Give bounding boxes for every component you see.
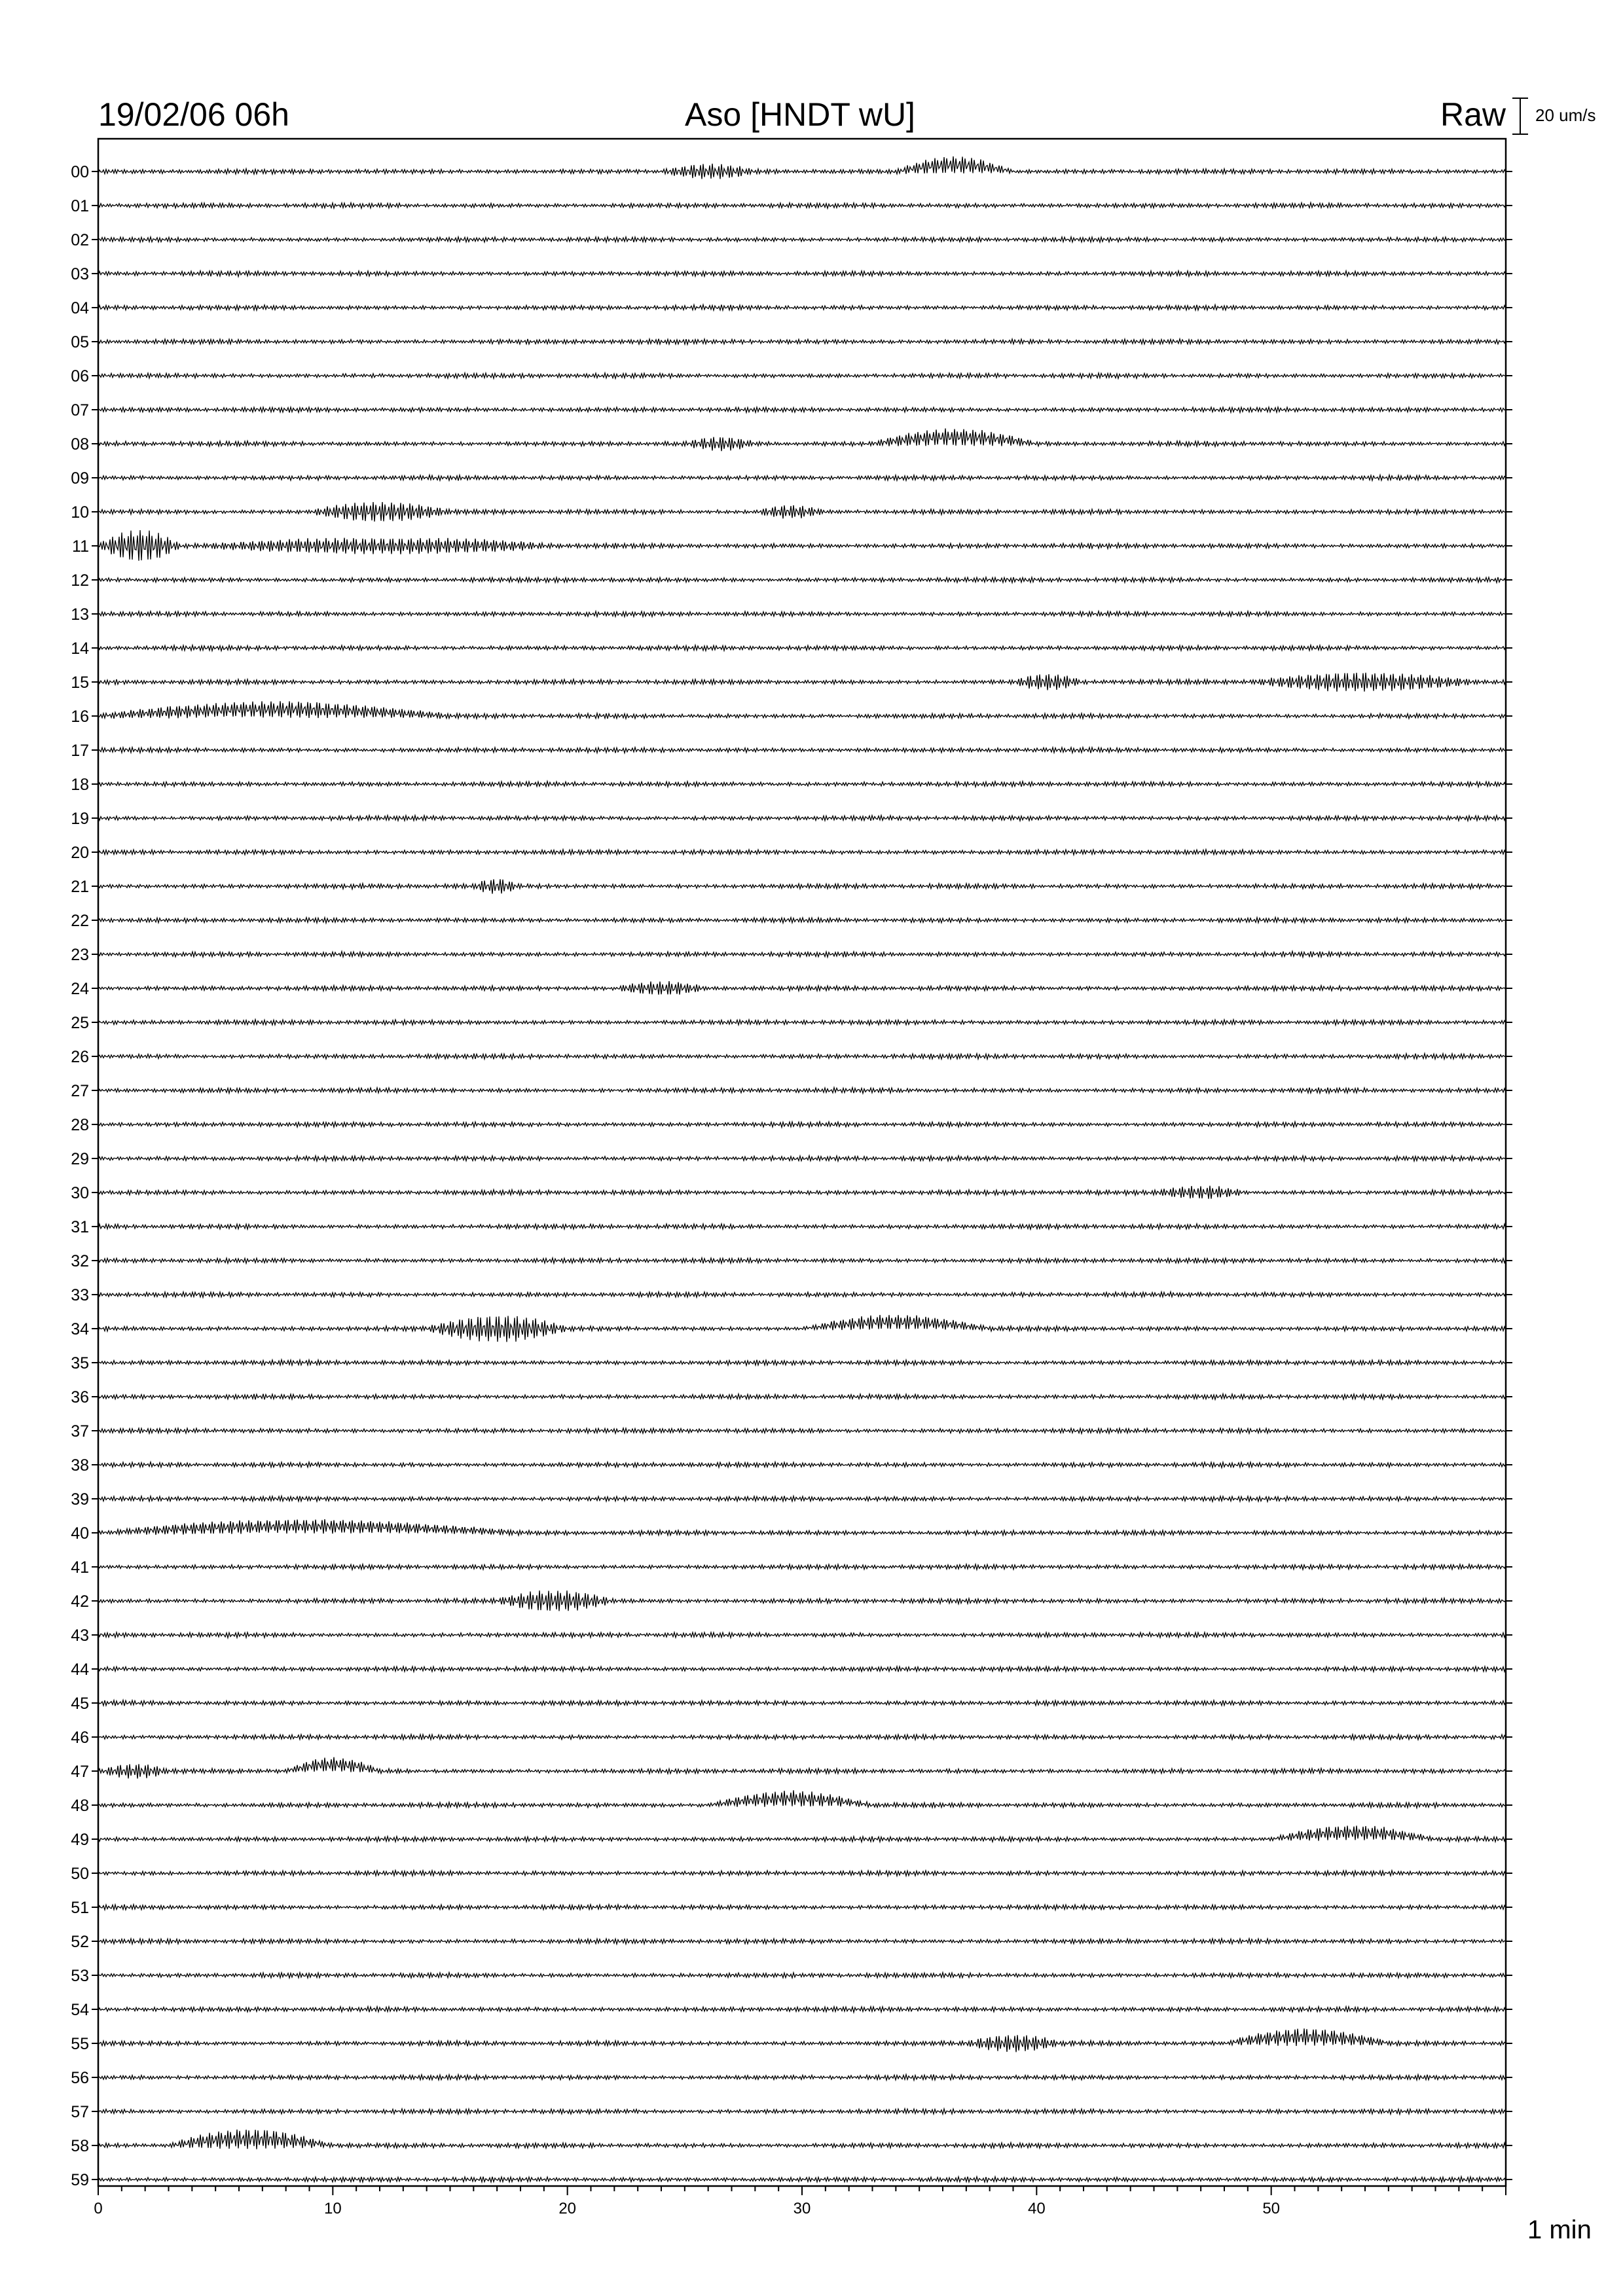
trace-line-41 <box>98 1564 1506 1570</box>
trace-line-52 <box>98 1939 1506 1945</box>
x-tick-label-20: 20 <box>558 2200 577 2217</box>
trace-line-22 <box>98 918 1506 924</box>
trace-label-12: 12 <box>71 571 89 590</box>
trace-line-00 <box>98 156 1506 179</box>
trace-label-05: 05 <box>71 333 89 351</box>
trace-line-43 <box>98 1632 1506 1638</box>
trace-label-46: 46 <box>71 1729 89 1747</box>
trace-label-52: 52 <box>71 1933 89 1951</box>
trace-label-04: 04 <box>71 299 89 317</box>
trace-line-13 <box>98 611 1506 617</box>
trace-label-19: 19 <box>71 810 89 828</box>
trace-line-59 <box>98 2177 1506 2182</box>
x-tick-label-10: 10 <box>323 2200 342 2217</box>
trace-line-31 <box>98 1224 1506 1230</box>
trace-label-56: 56 <box>71 2069 89 2087</box>
trace-label-58: 58 <box>71 2137 89 2155</box>
trace-line-58 <box>98 2130 1506 2149</box>
trace-label-35: 35 <box>71 1354 89 1372</box>
trace-line-08 <box>98 429 1506 452</box>
trace-line-36 <box>98 1394 1506 1400</box>
trace-label-24: 24 <box>71 980 89 998</box>
trace-label-45: 45 <box>71 1695 89 1713</box>
amplitude-scale-bar <box>1512 98 1528 134</box>
x-tick-label-40: 40 <box>1027 2200 1046 2217</box>
trace-label-03: 03 <box>71 265 89 283</box>
trace-label-00: 00 <box>71 163 89 181</box>
trace-line-30 <box>98 1186 1506 1199</box>
trace-label-34: 34 <box>71 1320 89 1338</box>
trace-label-11: 11 <box>72 537 89 556</box>
trace-line-03 <box>98 271 1506 277</box>
x-tick-label-0: 0 <box>94 2200 103 2217</box>
trace-line-38 <box>98 1462 1506 1468</box>
trace-line-23 <box>98 952 1506 958</box>
trace-line-09 <box>98 475 1506 481</box>
trace-line-28 <box>98 1122 1506 1128</box>
trace-line-24 <box>98 981 1506 995</box>
trace-label-07: 07 <box>71 401 89 420</box>
trace-line-51 <box>98 1905 1506 1910</box>
trace-line-10 <box>98 502 1506 522</box>
datetime-title: 19/02/06 06h <box>98 96 289 133</box>
trace-line-33 <box>98 1292 1506 1298</box>
trace-label-21: 21 <box>71 878 89 896</box>
trace-line-49 <box>98 1825 1506 1842</box>
amplitude-scale-label: 20 um/s <box>1535 105 1596 125</box>
trace-line-55 <box>98 2028 1506 2052</box>
trace-label-31: 31 <box>71 1218 89 1236</box>
trace-label-38: 38 <box>71 1456 89 1475</box>
trace-line-37 <box>98 1428 1506 1433</box>
trace-label-25: 25 <box>71 1014 89 1032</box>
trace-label-14: 14 <box>71 639 89 658</box>
trace-label-23: 23 <box>71 946 89 964</box>
trace-line-20 <box>98 850 1506 855</box>
trace-label-47: 47 <box>71 1763 89 1781</box>
trace-line-06 <box>98 373 1506 379</box>
trace-label-17: 17 <box>71 742 89 760</box>
trace-line-34 <box>98 1315 1506 1342</box>
trace-line-56 <box>98 2075 1506 2081</box>
trace-label-20: 20 <box>71 844 89 862</box>
trace-line-02 <box>98 237 1506 242</box>
trace-label-32: 32 <box>71 1252 89 1270</box>
trace-label-50: 50 <box>71 1865 89 1883</box>
trace-label-39: 39 <box>71 1490 89 1509</box>
trace-label-29: 29 <box>71 1150 89 1168</box>
trace-line-40 <box>98 1519 1506 1535</box>
trace-label-44: 44 <box>71 1660 89 1679</box>
trace-label-27: 27 <box>71 1082 89 1100</box>
trace-label-06: 06 <box>71 367 89 386</box>
station-title: Aso [HNDT wU] <box>685 96 915 133</box>
trace-label-59: 59 <box>71 2171 89 2189</box>
trace-line-54 <box>98 2007 1506 2013</box>
trace-label-26: 26 <box>71 1048 89 1066</box>
trace-label-55: 55 <box>71 2035 89 2053</box>
trace-line-35 <box>98 1360 1506 1366</box>
trace-line-44 <box>98 1666 1506 1672</box>
trace-label-22: 22 <box>71 912 89 930</box>
trace-line-16 <box>98 701 1506 719</box>
trace-label-02: 02 <box>71 231 89 249</box>
trace-label-15: 15 <box>71 673 89 692</box>
trace-label-09: 09 <box>71 469 89 488</box>
trace-label-18: 18 <box>71 776 89 794</box>
trace-label-28: 28 <box>71 1116 89 1134</box>
trace-line-11 <box>98 530 1506 561</box>
trace-line-53 <box>98 1973 1506 1978</box>
trace-line-26 <box>98 1054 1506 1060</box>
x-tick-label-30: 30 <box>793 2200 811 2217</box>
x-axis-label: 1 min <box>1527 2215 1592 2244</box>
trace-label-36: 36 <box>71 1388 89 1407</box>
trace-label-30: 30 <box>71 1184 89 1202</box>
trace-line-32 <box>98 1258 1506 1264</box>
trace-label-43: 43 <box>71 1626 89 1645</box>
trace-label-48: 48 <box>71 1797 89 1815</box>
trace-line-50 <box>98 1871 1506 1876</box>
trace-line-46 <box>98 1734 1506 1740</box>
trace-line-04 <box>98 305 1506 311</box>
trace-label-40: 40 <box>71 1524 89 1543</box>
trace-label-10: 10 <box>71 503 89 522</box>
trace-line-27 <box>98 1088 1506 1094</box>
trace-label-37: 37 <box>71 1422 89 1441</box>
trace-label-01: 01 <box>71 197 89 215</box>
trace-label-41: 41 <box>71 1558 89 1577</box>
trace-label-16: 16 <box>71 708 89 726</box>
trace-label-13: 13 <box>71 605 89 624</box>
trace-label-53: 53 <box>71 1967 89 1985</box>
trace-label-42: 42 <box>71 1592 89 1611</box>
trace-line-01 <box>98 203 1506 209</box>
trace-label-08: 08 <box>71 435 89 454</box>
trace-line-14 <box>98 645 1506 651</box>
trace-line-05 <box>98 339 1506 345</box>
trace-line-19 <box>98 816 1506 821</box>
trace-line-39 <box>98 1496 1506 1502</box>
trace-line-29 <box>98 1156 1506 1162</box>
trace-line-07 <box>98 407 1506 412</box>
trace-line-42 <box>98 1590 1506 1611</box>
trace-line-25 <box>98 1020 1506 1026</box>
trace-label-54: 54 <box>71 2001 89 2019</box>
trace-line-47 <box>98 1757 1506 1779</box>
trace-label-49: 49 <box>71 1831 89 1849</box>
x-tick-label-50: 50 <box>1262 2200 1281 2217</box>
trace-label-33: 33 <box>71 1286 89 1304</box>
mode-label: Raw <box>1440 96 1506 133</box>
trace-label-57: 57 <box>71 2103 89 2121</box>
trace-line-48 <box>98 1790 1506 1808</box>
trace-line-18 <box>98 781 1506 787</box>
trace-line-15 <box>98 673 1506 692</box>
trace-line-21 <box>98 879 1506 893</box>
plot-frame <box>98 139 1506 2186</box>
trace-line-45 <box>98 1700 1506 1706</box>
trace-label-51: 51 <box>71 1899 89 1917</box>
trace-line-12 <box>98 577 1506 583</box>
trace-line-17 <box>98 747 1506 753</box>
trace-line-57 <box>98 2109 1506 2115</box>
